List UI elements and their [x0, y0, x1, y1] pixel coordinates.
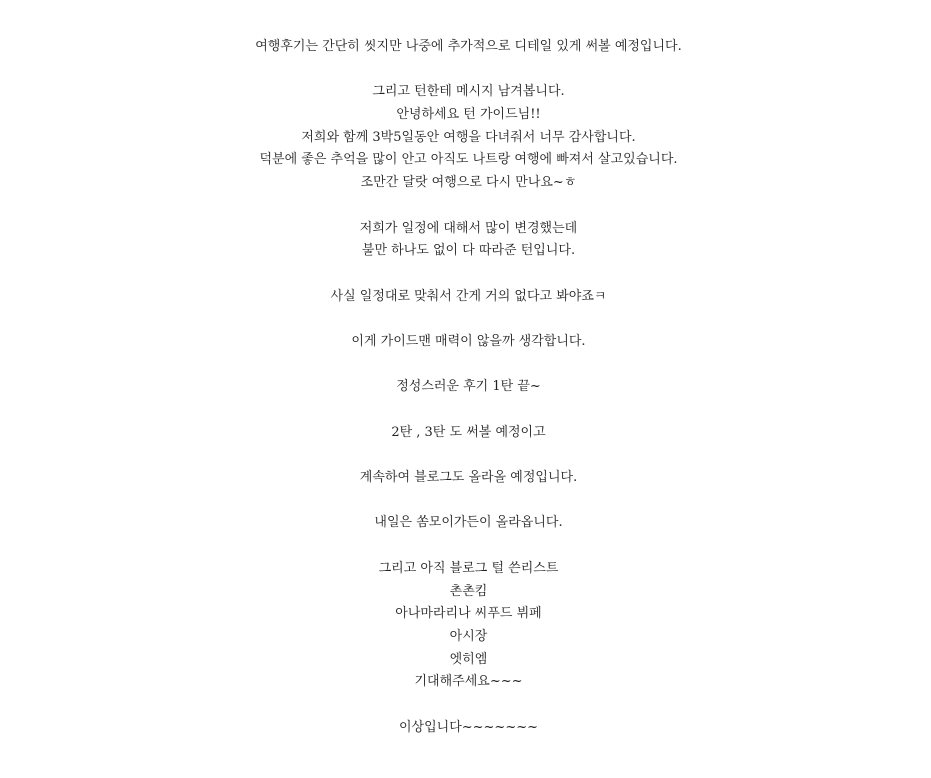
paragraph-line: 안녕하세요 턴 가이드님!!	[396, 107, 541, 123]
blank-line	[0, 263, 931, 286]
blank-line	[0, 490, 931, 513]
paragraph-line: 이게 가이드맨 매력이 않을까 생각합니다.	[351, 333, 586, 349]
paragraph-line: 조만간 달랏 여행으로 다시 만나요~ㅎ	[360, 175, 577, 191]
blank-line	[0, 308, 931, 331]
paragraph-line: 엣히엠	[449, 651, 488, 667]
blank-line	[0, 195, 931, 218]
paragraph-line: 이상입니다~~~~~~~	[398, 719, 539, 735]
paragraph-line: 여행후기는 간단히 씻지만 나중에 추가적으로 디테일 있게 써볼 예정입니다.	[255, 39, 682, 54]
paragraph-line: 아나마라리나 씨푸드 뷔페	[395, 606, 542, 622]
paragraph-line: 그리고 턴한테 메시지 남겨봅니다.	[372, 84, 565, 100]
paragraph-line: 기대해주세요~~~	[414, 674, 523, 690]
blank-line	[0, 354, 931, 377]
blank-line	[0, 59, 931, 82]
paragraph-line: 덕분에 좋은 추억을 많이 안고 아직도 나트랑 여행에 빠져서 살고있습니다.	[259, 152, 678, 168]
paragraph-line: 계속하여 블로그도 올라올 예정입니다.	[359, 470, 578, 486]
blank-line	[0, 444, 931, 467]
paragraph-line: 내일은 쏨모이가든이 올라옵니다.	[374, 515, 563, 531]
blank-line	[0, 694, 931, 717]
paragraph-line: 2탄 , 3탄 도 써볼 예정이고	[391, 424, 546, 440]
paragraph-line: 사실 일정대로 맞춰서 간게 거의 없다고 봐야죠ㅋ	[330, 288, 607, 304]
post-body	[0, 36, 931, 739]
paragraph-line: 불만 하나도 없이 다 따라준 턴입니다.	[361, 243, 576, 259]
paragraph-line: 저희와 함께 3박5일동안 여행을 다녀줘서 너무 감사합니다.	[301, 129, 636, 145]
paragraph-line: 저희가 일정에 대해서 많이 변경했는데	[359, 220, 578, 236]
paragraph-line: 정성스러운 후기 1탄 끝~	[396, 379, 541, 395]
paragraph-line: 그리고 아직 블로그 털 쓴리스트	[378, 560, 559, 576]
blank-line	[0, 399, 931, 422]
paragraph-line: 촌촌킴	[449, 583, 488, 599]
blank-line	[0, 535, 931, 558]
paragraph-line: 아시장	[449, 628, 488, 644]
